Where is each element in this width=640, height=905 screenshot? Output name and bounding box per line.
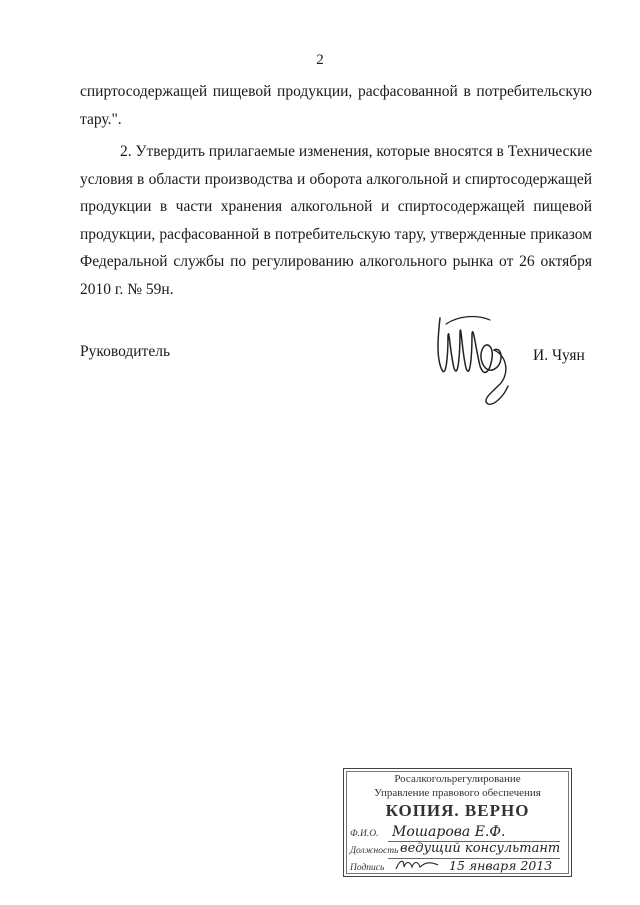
- page-number: 2: [316, 52, 324, 68]
- stamp-position-label: Должность: [350, 846, 399, 856]
- stamp-position-value: ведущий консультант: [400, 841, 561, 856]
- stamp-department: Управление правового обеспечения: [374, 787, 541, 799]
- stamp-certification: КОПИЯ. ВЕРНО: [385, 801, 530, 820]
- stamp-date-value: 15 января 2013: [449, 858, 553, 873]
- stamp-signature-scribble: [392, 857, 442, 873]
- stamp-fio-value: Мошарова Е.Ф.: [392, 824, 506, 840]
- handwritten-signature: [428, 306, 524, 406]
- text-line: условия в области производства и оборота алкогольной и спиртосодержащей: [80, 170, 592, 188]
- paragraph-continuation: [80, 78, 592, 133]
- text-line: продукции, расфасованной в потребительскую тару, утвержденные приказом: [80, 225, 592, 243]
- certification-stamp: [343, 768, 572, 877]
- text-line: 2010 г. № 59н.: [80, 280, 174, 298]
- signatory-name: И. Чуян: [533, 347, 585, 364]
- signatory-role: Руководитель: [80, 343, 171, 360]
- text-line: тару.".: [80, 110, 122, 128]
- text-line: Федеральной службы по регулированию алкогольного рынка от 26 октября: [80, 253, 592, 270]
- stamp-signature-label: Подпись: [350, 863, 385, 873]
- stamp-organization: Росалкогольрегулирование: [394, 773, 521, 785]
- text-line: 2. Утвердить прилагаемые изменения, которые вносятся в Технические: [120, 143, 593, 160]
- paragraph-item-2: [80, 138, 592, 303]
- text-line: спиртосодержащей пищевой продукции, расфасованной в потребительскую: [80, 83, 592, 100]
- stamp-fio-label: Ф.И.О.: [350, 829, 379, 839]
- text-line: продукции в части хранения алкогольной и спиртосодержащей пищевой: [80, 198, 592, 215]
